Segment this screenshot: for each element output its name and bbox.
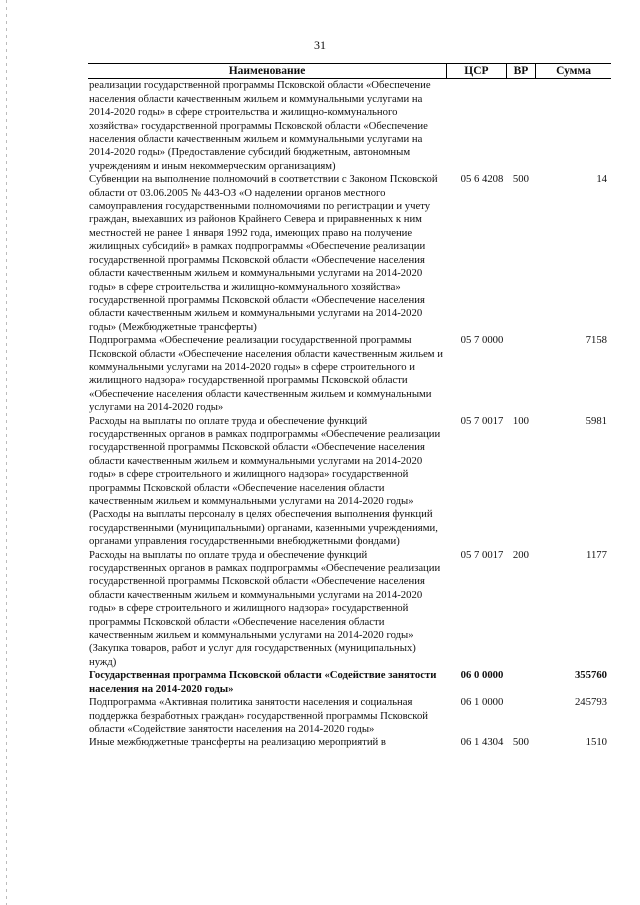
header-name: Наименование [88, 64, 447, 79]
row-name: Государственная программа Псковской области «Содействие занятости населения на 2014-2020 годы» [89, 669, 437, 695]
header-vr: ВР [506, 64, 535, 79]
table-row [88, 736, 611, 749]
row-csr: 05 7 0017 [460, 548, 504, 561]
table-row [88, 173, 611, 334]
header-sum: Сумма [536, 64, 611, 79]
row-csr: 06 1 0000 [460, 696, 504, 709]
row-csr: 05 7 0000 [460, 334, 504, 347]
row-csr: 06 0 0000 [460, 669, 504, 682]
row-csr [447, 79, 507, 173]
row-vr: 200 [512, 548, 529, 561]
table-row-program [88, 669, 611, 696]
table-body [88, 79, 611, 750]
row-sum: 7158 [585, 334, 607, 347]
budget-table [88, 63, 611, 750]
row-sum: 1510 [585, 736, 607, 749]
row-name: Расходы на выплаты по оплате труда и обеспечение функций государственных органов в рамках подпрограммы «Обеспечение реализации государственной программы Псковской области «Обеспечение населения области качественным жильем и коммунальными услугами на 2014-2020 годы» в сфере строительного и жилищного надзора» государственной программы Псковской области «Обеспечение населения области качественным жильем и коммунальными услугами на 2014-2020 годы» (Закупка товаров, работ и услуг для государственных (муниципальных) нужд) [89, 548, 441, 668]
page-edge-rule [6, 0, 7, 905]
row-csr: 05 6 4208 [460, 173, 504, 186]
row-name: Иные межбюджетные трансферты на реализацию мероприятий в [89, 736, 386, 749]
table-header-row [88, 64, 611, 79]
row-name: реализации государственной программы Псковской области «Обеспечение населения области качественным жильем и коммунальными услугами на 2014-2020 годы» в сфере строительства и жилищно-коммунального хозяйства» государственной программы Псковской области «Обеспечение населения области качественным жильем и коммунальными услугами на 2014-2020 годы» (Предоставление субсидий бюджетным, автономным учреждениям и иным некоммерческим организациям) [89, 79, 431, 172]
header-csr: ЦСР [447, 64, 507, 79]
table-row [88, 79, 611, 173]
row-vr: 500 [512, 736, 529, 749]
row-vr [506, 669, 535, 696]
row-vr [506, 79, 535, 173]
row-name: Расходы на выплаты по оплате труда и обеспечение функций государственных органов в рамках подпрограммы «Обеспечение реализации государственной программы Псковской области «Обеспечение населения области качественным жильем и коммунальными услугами на 2014-2020 годы» в сфере строительного и жилищного надзора» государственной программы Псковской области «Обеспечение населения области качественным жильем и коммунальными услугами на 2014-2020 годы» (Расходы на выплаты персоналу в целях обеспечения выполнения функций государственными (муниципальными) органами, казенными учреждениями, органами управления государственными внебюджетными фондами) [89, 414, 441, 548]
table-row [88, 334, 611, 414]
row-sum: 5981 [585, 414, 607, 427]
row-sum: 14 [596, 173, 607, 186]
row-csr: 06 1 4304 [460, 736, 504, 749]
table-row [88, 415, 611, 549]
table-row [88, 549, 611, 670]
row-vr: 500 [512, 173, 529, 186]
row-name: Подпрограмма «Активная политика занятости населения и социальная поддержка безработных граждан» государственной программы Псковской области «Содействие занятости населения на 2014-2020 годы» [89, 696, 429, 735]
row-vr [506, 696, 535, 736]
row-vr: 100 [512, 414, 529, 427]
table-row [88, 696, 611, 736]
row-name: Подпрограмма «Обеспечение реализации государственной программы Псковской области «Обеспечение населения области качественным жильем и коммунальными услугами на 2014-2020 годы» в сфере строительного и жилищного надзора» государственной программы Псковской области «Обеспечение населения области качественным жильем и коммунальными услугами на 2014-2020 годы» [89, 334, 443, 414]
row-csr: 05 7 0017 [460, 414, 504, 427]
row-sum: 1177 [586, 548, 607, 561]
page-number: 31 [314, 38, 326, 52]
row-sum: 245793 [574, 696, 607, 709]
row-name: Субвенции на выполнение полномочий в соответствии с Законом Псковской области от 03.06.2005 № 443-ОЗ «О наделении органов местного самоуправления государственными полномочиями по регистрации и учету граждан, выехавших из районов Крайнего Севера и приравненных к ним местностей не ранее 1 января 1992 года, имеющих право на получение жилищных субсидий» в рамках подпрограммы «Обеспечение реализации государственной программы Псковской области «Обеспечение населения области качественным жильем и коммунальными услугами на 2014-2020 годы» в сфере строительства и жилищно-коммунального хозяйства» государственной программы Псковской области «Обеспечение населения области качественным жильем и коммунальными услугами на 2014-2020 годы» (Межбюджетные трансферты) [89, 173, 438, 333]
row-sum: 355760 [574, 669, 607, 682]
row-sum [536, 79, 611, 173]
row-vr [506, 334, 535, 414]
